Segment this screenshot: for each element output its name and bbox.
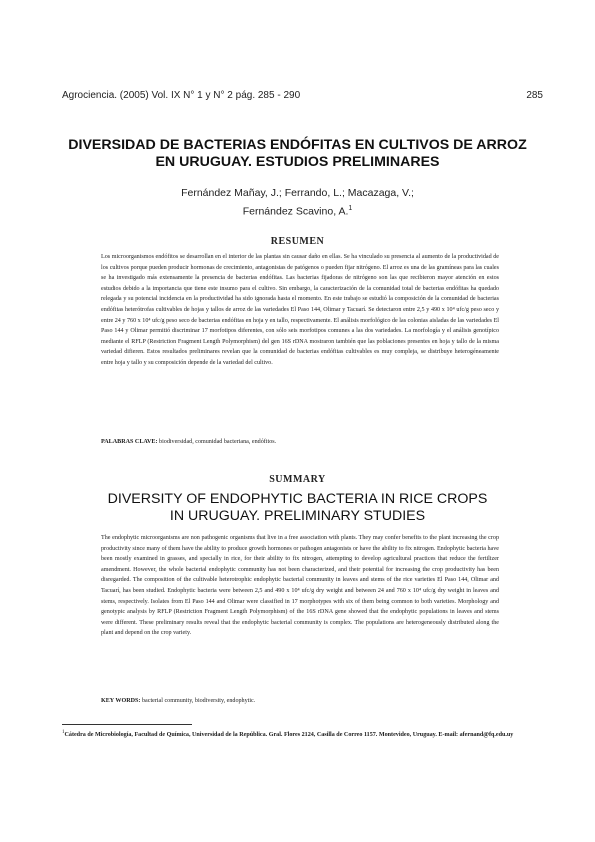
- footnote-divider: [62, 724, 192, 725]
- footnote-address: Gral. Flores 2124, Casilla de Correo 1157. Montevideo, Uruguay. E-mail: afernand@fq.edu.uy: [268, 732, 514, 739]
- footnote-affiliation: Cátedra de Microbiología, Facultad de Química, Universidad de la República.: [64, 732, 268, 739]
- spanish-title-line-2: EN URUGUAY. ESTUDIOS PRELIMINARES: [155, 154, 440, 170]
- resumen-heading: RESUMEN: [270, 236, 325, 247]
- affiliation-footnote: [62, 728, 540, 741]
- page-number: 285: [526, 90, 543, 101]
- affiliation-mark: 1: [348, 205, 353, 212]
- authors-line-2: [60, 201, 535, 220]
- authors-line-1: Fernández Mañay, J.; Ferrando, L.; Macazaga, V.;: [181, 187, 414, 199]
- english-title-line-1: DIVERSITY OF ENDOPHYTIC BACTERIA IN RICE CROPS: [107, 491, 488, 507]
- author-list: [60, 185, 535, 220]
- footnote-mark: 1: [62, 730, 65, 735]
- resumen-keywords-label: PALABRAS CLAVE:: [101, 439, 158, 445]
- summary-heading: SUMMARY: [269, 474, 326, 485]
- summary-keywords: [101, 696, 499, 706]
- resumen-keywords-list: biodiversidad, comunidad bacteriana, endófitos.: [159, 439, 277, 445]
- spanish-title: [50, 137, 545, 171]
- resumen-text: Los microorganismos endófitos se desarrollan en el interior de las plantas sin causar daño en ellas. Se ha vinculado su presencia al aumento de la productividad de los cultivos porque pueden producir hormonas de crecimiento, antagonistas de patógenos o pueden fijar nitrógeno. El arroz es una de las gramíneas para las cuales se ha investigado más extensamente la presencia de bacterias endófitas. Las bacterias fijadoras de nitrógeno son las que recibieron mayor atención en estos estudios debido a la importancia que tiene este insumo para el cultivo. Sin embargo, la caracterización de la comunidad total de bacterias endófitas ha quedado relegada y su potencial incidencia en la productividad ha sido ignorada hasta el momento. En este trabajo se estudió la composición de la comunidad de bacterias endófitas heterótrofas cultivables de hojas y tallos de arroz de las variedades El Paso 144, Olimar y Tacuarí. Se detectaron entre 2,5 y 490 x 10⁴ ufc/g peso seco y entre 24 y 760 x 10⁴ ufc/g peso seco de bacterias endófitas en hoja y en tallo, respectivamente. El análisis morfológico de las colonias aisladas de las variedades El Paso 144 y Olimar permitió discriminar 17 morfotipos diferentes, con sólo seis morfotipos comunes a las dos variedades. La morfología y el análisis genotípico mediante el RFLP (Restriction Fragment Length Polymorphism) del gen 16S rDNA mostraron también que las poblaciones presentes en hoja y tallo de la misma variedad difieren. Estos resultados preliminares revelan que la comunidad de bacterias endófitas cultivables es muy compleja, se distribuye heterogéneamente entre hoja y tallo y su composición depende de la variedad del cultivo.: [101, 254, 499, 366]
- english-title-line-2: IN URUGUAY. PRELIMINARY STUDIES: [169, 508, 426, 524]
- summary-keywords-label: KEY WORDS:: [101, 698, 141, 704]
- journal-citation: Agrociencia. (2005) Vol. IX N° 1 y N° 2 pág. 285 - 290: [62, 90, 301, 101]
- authors-line-2-text: Fernández Scavino, A.: [242, 205, 349, 218]
- resumen-keywords: [101, 437, 499, 447]
- summary-keywords-list: bacterial community, biodiversity, endophytic.: [141, 698, 256, 704]
- english-title: [50, 491, 545, 525]
- summary-text: The endophytic microorganisms are non pathogenic organisms that live in a free association with plants. They may confer benefits to the plant increasing the crop productivity since many of them have the ability to produce growth hormones or pathogen antagonists or have the ability to fix nitrogen. Endophytic bacteria have been mostly examined in grasses, and specially in rice, for their ability to fix nitrogen, attempting to develop agricultural practices that reduce the fertilizer amendment. However, the whole bacterial endophytic community has not been characterized, and their potential for increasing the crop productivity has been disregarded. The composition of the cultivable heterotrophic endophytic bacterial community in leaves and stems of the rice varieties El Paso 144, Olimar and Tacuarí, has been studied. Endophytic bacteria were between 2,5 and 490 x 10⁴ ufc/g dry weight and between 24 and 760 x 10⁴ ufc/g dry weight in leaves and stems, respectively. Isolates from El Paso 144 and Olimar were classified in 17 morphotypes with six of them being common to both varieties. Morphology and genotypic analysis by RFLP (Restriction Fragment Length Polymorphism) of the 16S rDNA gene showed that the endophytic populations in leaves and stems were different. These preliminary results reveal that the endophytic bacterial community is complex. The populations are heterogeneously distributed along the plant and depend on the crop variety.: [101, 535, 499, 637]
- spanish-title-line-1: DIVERSIDAD DE BACTERIAS ENDÓFITAS EN CULTIVOS DE ARROZ: [68, 137, 527, 153]
